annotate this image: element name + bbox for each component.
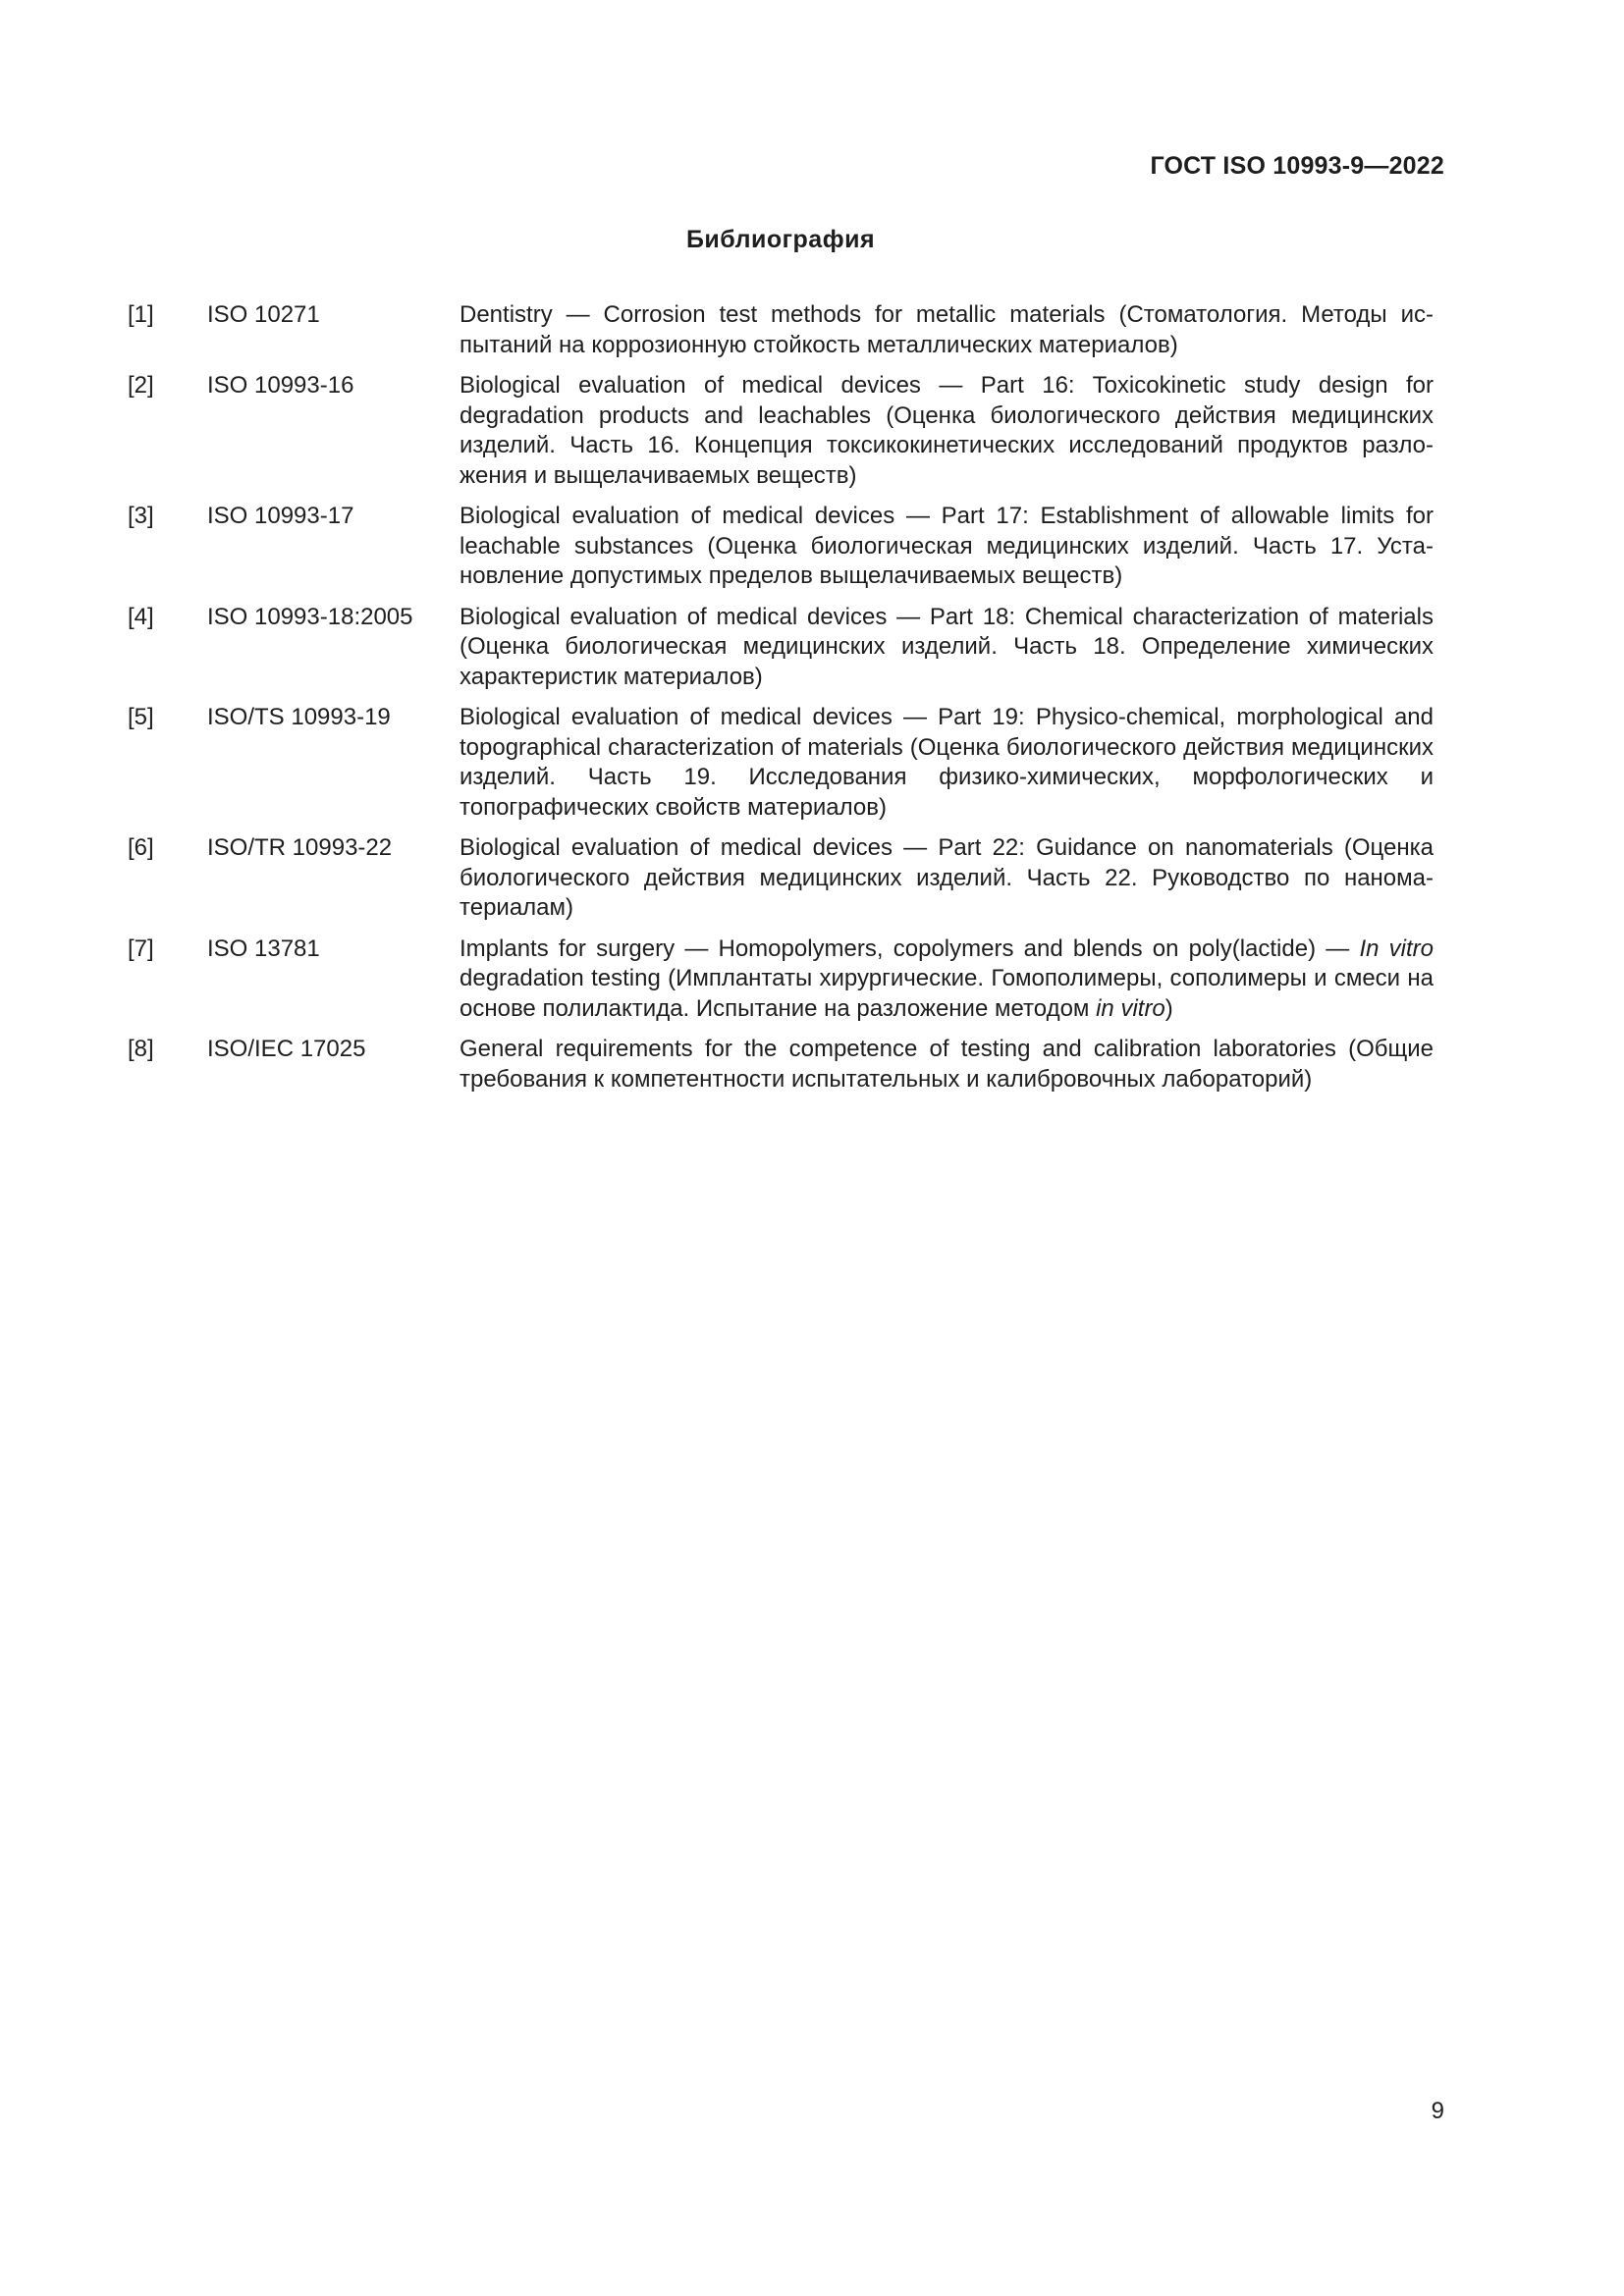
entry-text: Biological evaluation of medical devices — Part 19: Physico-chemical, morphological and topographical characterization of materials (Оценка биологического действия медицинских изделий. Часть 19. Исследования физико-химических, морфологических и топографических свойств материалов) — [460, 704, 1434, 821]
bibliography-entry — [128, 833, 1434, 924]
entry-number: [7] — [128, 934, 154, 962]
bibliography-entry — [128, 1035, 1434, 1095]
standard-code: ISO 10993-17 — [207, 503, 354, 529]
section-title: Библиография — [685, 226, 876, 253]
bibliography-entry — [128, 703, 1434, 823]
entry-number: [8] — [128, 1036, 154, 1062]
entry-number: [6] — [128, 834, 154, 861]
entry-number: [3] — [128, 503, 154, 529]
standard-code: ISO 10993-18:2005 — [207, 603, 413, 630]
standard-code: ISO/TS 10993-19 — [207, 704, 391, 730]
page-number: 9 — [1431, 2098, 1444, 2124]
entry-text: General requirements for the competence of testing and calibration laboratories (Общие требования к компетентности испытательных и калибровочных лабораторий) — [460, 1036, 1434, 1093]
standard-code: ISO/IEC 17025 — [207, 1036, 366, 1062]
bibliography-list — [128, 300, 1434, 1105]
entry-text-part: ) — [1164, 994, 1173, 1022]
entry-text-italic: In vitro — [1359, 934, 1434, 962]
document-code: ГОСТ ISO 10993-9—2022 — [1150, 152, 1444, 180]
entry-text: Dentistry — Corrosion test methods for metallic materials (Стоматология. Методы испытаний на коррозионную стойкость металлических материалов) — [460, 301, 1434, 358]
standard-code: ISO/TR 10993-22 — [207, 834, 393, 861]
bibliography-entry — [128, 371, 1434, 491]
entry-number: [1] — [128, 301, 154, 328]
entry-number: [2] — [128, 372, 154, 399]
entry-text-part: degradation testing (Имплантаты хирургические. Гомополимеры, сополимеры и смеси на основе полилактида. Испытание на разложение методом — [460, 965, 1434, 1022]
entry-text-italic: in vitro — [1096, 994, 1165, 1022]
bibliography-entry — [128, 603, 1434, 693]
entry-text: Biological evaluation of medical devices — Part 22: Guidance on nanomaterials (Оценка биологического действия медицинских изделий. Часть 22. Руководство по наноматериалам) — [460, 834, 1434, 921]
entry-text: Biological evaluation of medical devices — Part 16: Toxicokinetic study design for degradation products and leachables (Оценка биологического действия медицинских изделий. Часть 16. Концепция токсикокинетических исследований продуктов разложения и выщелачиваемых веществ) — [460, 372, 1434, 489]
entry-number: [5] — [128, 704, 154, 730]
entry-text-part: Implants for surgery — Homopolymers, copolymers and blends on poly(lactide) — — [460, 934, 1360, 962]
bibliography-entry — [128, 934, 1434, 1025]
bibliography-entry — [128, 502, 1434, 592]
entry-text: Biological evaluation of medical devices — Part 17: Establishment of allowable limits for leachable substances (Оценка биологическая медицинских изделий. Часть 17. Установление допустимых пределов выщелачиваемых веществ) — [460, 503, 1434, 589]
standard-code: ISO 10993-16 — [207, 372, 354, 399]
entry-text: Biological evaluation of medical devices — Part 18: Chemical characterization of materials (Оценка биологическая медицинских изделий. Часть 18. Определение химических характеристик материалов) — [460, 603, 1434, 690]
bibliography-entry — [128, 300, 1434, 360]
entry-text — [460, 934, 1434, 1025]
entry-number: [4] — [128, 603, 154, 630]
standard-code: ISO 10271 — [207, 301, 320, 328]
standard-code: ISO 13781 — [207, 934, 320, 962]
